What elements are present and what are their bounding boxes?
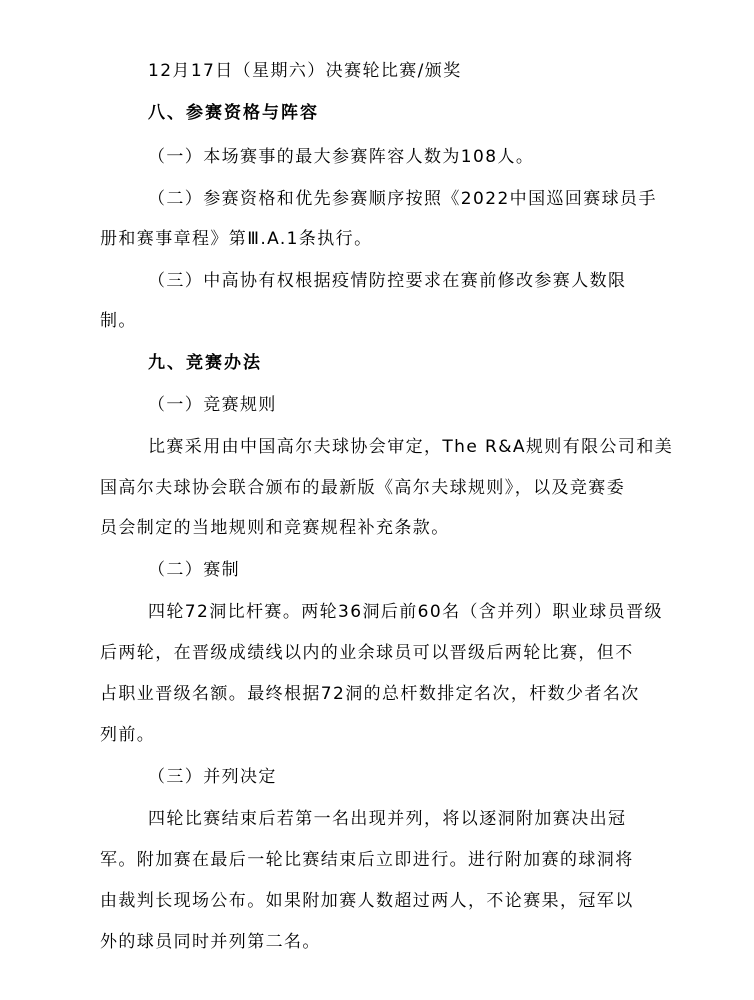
paragraph-ties-line1: 四轮比赛结束后若第一名出现并列，将以逐洞附加赛决出冠 xyxy=(148,809,627,829)
paragraph-rules-line3: 员会制定的当地规则和竞赛规程补充条款。 xyxy=(100,518,450,538)
schedule-final-round: 12月17日（星期六）决赛轮比赛/颁奖 xyxy=(148,61,462,81)
paragraph-eligibility-line2: 册和赛事章程》第Ⅲ.A.1条执行。 xyxy=(100,229,373,249)
paragraph-ties-line2: 军。附加赛在最后一轮比赛结束后立即进行。进行附加赛的球洞将 xyxy=(100,850,634,870)
paragraph-rules-line2: 国高尔夫球协会联合颁布的最新版《高尔夫球规则》，以及竞赛委 xyxy=(100,478,626,498)
paragraph-max-field: （一）本场赛事的最大参赛阵容人数为108人。 xyxy=(148,147,535,167)
paragraph-covid-line1: （三）中高协有权根据疫情防控要求在赛前修改参赛人数限 xyxy=(148,271,627,291)
paragraph-format-line3: 占职业晋级名额。最终根据72洞的总杆数排定名次，杆数少者名次 xyxy=(100,684,640,704)
section-heading-eligibility: 八、参赛资格与阵容 xyxy=(148,103,319,123)
subheading-ties: （三）并列决定 xyxy=(148,767,277,787)
paragraph-rules-line1: 比赛采用由中国高尔夫球协会审定，The R&A规则有限公司和美 xyxy=(148,437,674,457)
section-heading-competition: 九、竞赛办法 xyxy=(148,353,262,373)
paragraph-ties-line3: 由裁判长现场公布。如果附加赛人数超过两人，不论赛果，冠军以 xyxy=(100,891,634,911)
paragraph-eligibility-line1: （二）参赛资格和优先参赛顺序按照《2022中国巡回赛球员手 xyxy=(148,189,657,209)
subheading-format: （二）赛制 xyxy=(148,560,240,580)
paragraph-format-line1: 四轮72洞比杆赛。两轮36洞后前60名（含并列）职业球员晋级 xyxy=(148,602,663,622)
paragraph-ties-line4: 外的球员同时并列第二名。 xyxy=(100,932,321,952)
paragraph-covid-line2: 制。 xyxy=(100,311,137,331)
subheading-rules: （一）竞赛规则 xyxy=(148,395,277,415)
paragraph-format-line4: 列前。 xyxy=(100,725,156,745)
paragraph-format-line2: 后两轮，在晋级成绩线以内的业余球员可以晋级后两轮比赛，但不 xyxy=(100,643,634,663)
